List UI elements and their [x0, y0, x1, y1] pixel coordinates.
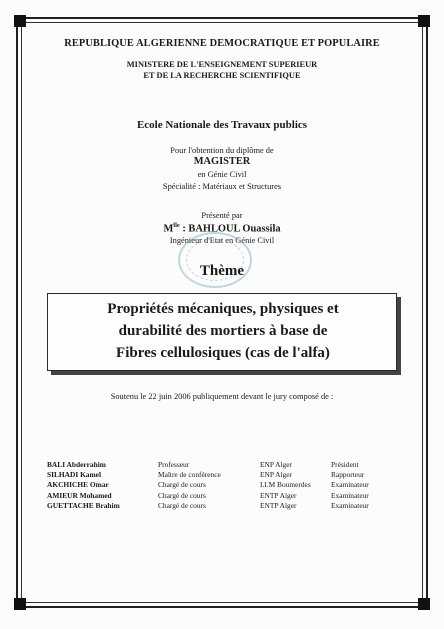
jury-institution: ENTP Alger [260, 500, 297, 510]
jury-role: Examinateur [331, 500, 369, 510]
corner-ornament-bottom-right [418, 598, 430, 610]
theme-label: Thème [199, 263, 245, 279]
author-name-text: : BAHLOUL Ouassila [179, 223, 281, 235]
jury-role: Examinateur [331, 480, 369, 490]
jury-institution: ENTP Alger [260, 490, 297, 500]
jury-role: Examinateur [331, 490, 369, 500]
jury-name: AKCHICHE Omar [47, 480, 109, 490]
jury-institution: ENP Alger [260, 460, 292, 469]
author-title-sup: lle [173, 222, 180, 229]
jury-grade: Professeur [158, 460, 190, 469]
ministry-line-1: MINISTERE DE L'ENSEIGNEMENT SUPERIEUR [126, 60, 318, 69]
thesis-title-line-3: Fibres cellulosiques (cas de l'alfa) [116, 345, 330, 361]
thesis-title-line-2: durabilité des mortiers à base de [118, 323, 328, 339]
jury-grade: Chargé de cours [158, 480, 206, 490]
degree-speciality: Spécialité : Matériaux et Structures [162, 182, 282, 191]
ministry-line-2: ET DE LA RECHERCHE SCIENTIFIQUE [143, 71, 301, 80]
jury-institution: ENP Alger [260, 470, 292, 480]
jury-grade: Chargé de cours [158, 500, 206, 510]
jury-grade: Chargé de cours [158, 490, 206, 500]
author-qualification: Ingénieur d'Etat en Génie Civil [169, 236, 275, 245]
jury-name: SILHADI Kamel [47, 470, 101, 480]
jury-name: GUETTACHE Brahim [47, 500, 120, 510]
jury-name: AMIEUR Mohamed [47, 490, 112, 500]
degree-name: MAGISTER [193, 156, 251, 167]
defense-statement: Soutenu le 22 juin 2006 publiquement devant le jury composé de : [110, 392, 334, 401]
jury-role: Rapporteur [331, 470, 365, 480]
jury-name: BALI Abderrahim [47, 460, 106, 469]
school-name: Ecole Nationale des Travaux publics [136, 119, 308, 131]
jury-institution: I.I.M Boumerdes [260, 480, 311, 490]
jury-grade: Maître de conférence [158, 470, 221, 480]
corner-ornament-top-left [14, 15, 26, 27]
presented-by: Présenté par [201, 211, 243, 220]
degree-intro: Pour l'obtention du diplôme de [170, 146, 274, 155]
thesis-title-line-1: Propriétés mécaniques, physiques et [107, 301, 339, 317]
author-title-prefix: M [163, 223, 174, 235]
jury-role: Président [331, 460, 359, 469]
corner-ornament-bottom-left [14, 598, 26, 610]
thesis-title-box [47, 293, 397, 371]
corner-ornament-top-right [418, 15, 430, 27]
republic-header: REPUBLIQUE ALGERIENNE DEMOCRATIQUE ET POPULAIRE [64, 38, 380, 49]
degree-field: en Génie Civil [197, 170, 247, 179]
